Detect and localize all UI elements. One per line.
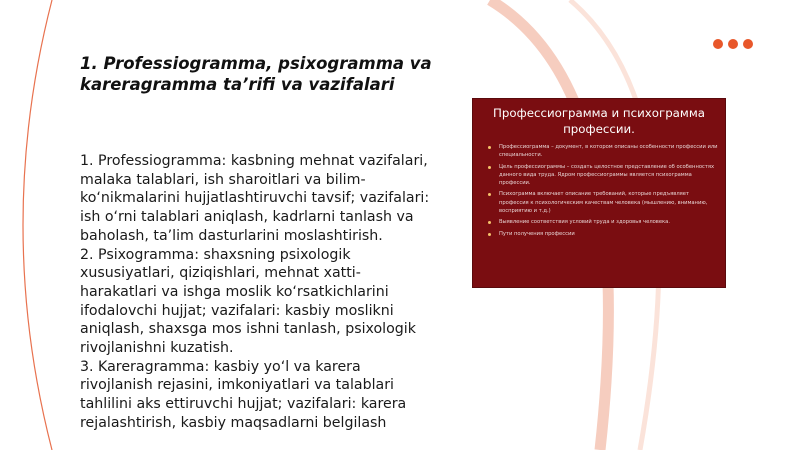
paragraph-kareragramma: 3. Kareragramma: kasbiy yo‘l va karera rivojlanish rejasini, imkoniyatlari va talablari tahlilini aks ettiruvchi hujjat; vazifalari: karera rejalashtirish, kasbiy maqsadlarni belgilash <box>80 358 407 431</box>
image-bullet: Пути получения профессии <box>487 230 719 238</box>
image-bullet-list <box>487 143 719 241</box>
image-bullet: Выявление соответствия условий труда и здоровья человека. <box>487 218 719 226</box>
dot-icon <box>728 39 738 49</box>
embedded-slide-image <box>473 99 725 287</box>
image-bullet: Профессиограмма – документ, в котором описаны особенности профессии или специальности. <box>487 143 719 160</box>
dot-icon <box>743 39 753 49</box>
dot-icon <box>713 39 723 49</box>
image-bullet: Психограмма включает описание требований, которые предъявляет профессия к психологическим качествам человека (мышлению, вниманию, восприятию и т.д.) <box>487 190 719 215</box>
paragraph-psixogramma: 2. Psixogramma: shaxsning psixologik xususiyatlari, qiziqishlari, mehnat xatti-harakatlari va ishga moslik ko‘rsatkichlarini ifodalovchi hujjat; vazifalari: kasbiy moslikni aniqlash, shaxsga mos ishni tanlash, psixologik rivojlanishni kuzatish. <box>80 246 416 357</box>
menu-dots-icon <box>713 39 753 49</box>
image-title: Профессиограмма и психограмма профессии. <box>493 106 705 136</box>
paragraph-professiogramma: 1. Professiogramma: kasbning mehnat vazifalari, malaka talablari, ish sharoitlari va bilim-ko‘nikmalarini hujjatlashtiruvchi tavsif; vazifalari: ish o‘rni talablari aniqlash, kadrlarni tanlash va baholash, ta’lim dasturlarini moslashtirish. <box>80 153 430 244</box>
slide-title: 1. Professiogramma, psixogramma va kareragramma ta’rifi va vazifalari <box>80 54 432 94</box>
slide-body <box>80 152 430 433</box>
image-bullet: Цель профессиограммы – создать целостное представление об особенностях данного вида труда. Ядром профессиограммы является психограмма профессии. <box>487 163 719 188</box>
left-arc <box>23 0 52 450</box>
